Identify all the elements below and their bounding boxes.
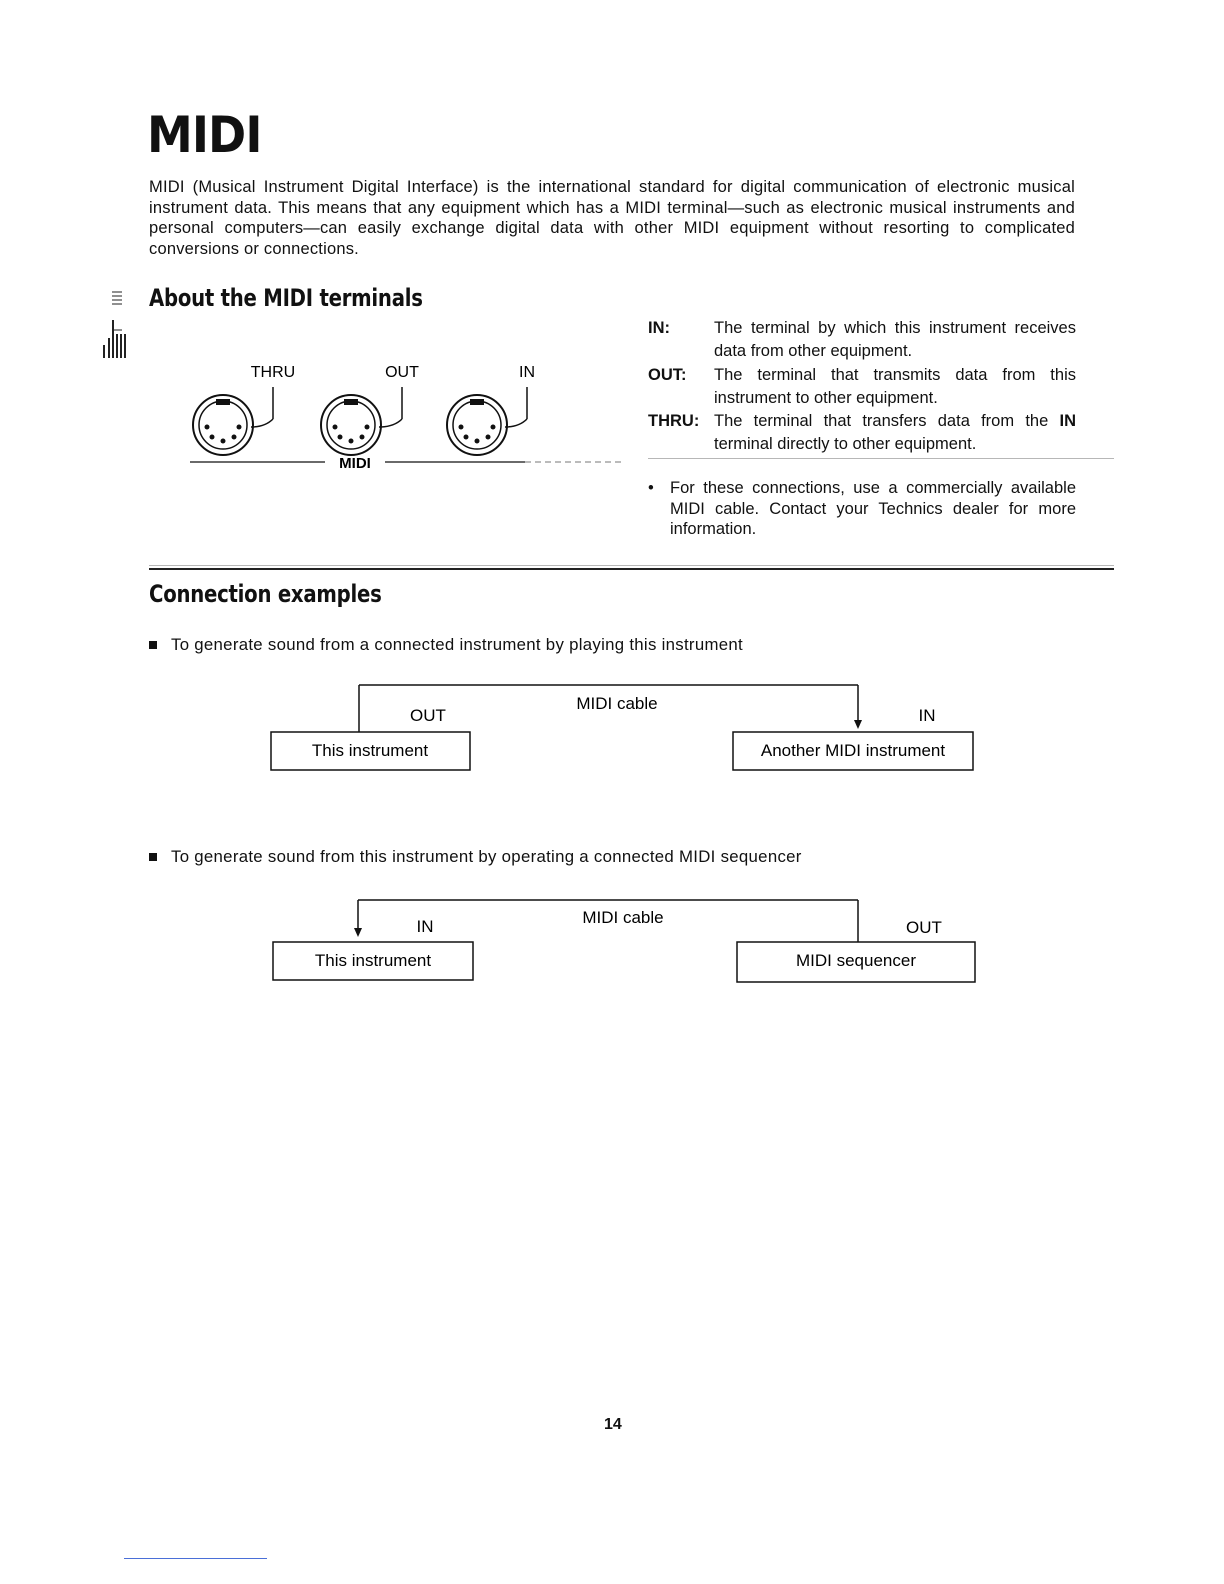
example-2-caption bbox=[149, 847, 802, 867]
cable-label: MIDI cable bbox=[576, 694, 658, 713]
term-thru bbox=[648, 410, 1076, 457]
note-text: For these connections, use a commercially available MIDI cable. Contact your Technics dealer for more information. bbox=[670, 479, 1076, 538]
arrow-down-icon bbox=[854, 720, 862, 729]
connection-diagram-1 bbox=[260, 675, 990, 785]
terminal-label-thru: THRU bbox=[250, 364, 296, 381]
terms-rule bbox=[648, 458, 1114, 459]
term-thru-desc-suffix: terminal directly to other equipment. bbox=[714, 435, 977, 454]
cable-label: MIDI cable bbox=[582, 908, 664, 927]
term-thru-desc bbox=[714, 410, 1076, 457]
section-divider bbox=[149, 568, 1114, 570]
term-out bbox=[648, 364, 1076, 411]
page-title: MIDI bbox=[147, 106, 262, 164]
midi-sequencer-label: MIDI sequencer bbox=[796, 951, 916, 970]
term-thru-desc-prefix: The terminal that transfers data from the bbox=[714, 412, 1060, 431]
example-2-caption-text: To generate sound from this instrument by operating a connected MIDI sequencer bbox=[171, 847, 802, 866]
term-in bbox=[648, 317, 1076, 364]
right-port-label: OUT bbox=[906, 918, 942, 937]
terminal-label-out: OUT bbox=[385, 364, 419, 381]
terminal-descriptions bbox=[648, 317, 1076, 457]
right-port-label: IN bbox=[918, 706, 936, 725]
left-port-label: IN bbox=[416, 917, 434, 936]
term-thru-desc-bold: IN bbox=[1059, 412, 1076, 431]
midi-connector-out-icon bbox=[321, 387, 402, 455]
section-heading-connection-examples: Connection examples bbox=[149, 580, 382, 608]
left-port-label: OUT bbox=[410, 706, 446, 725]
square-bullet-icon bbox=[149, 641, 157, 649]
term-in-desc: The terminal by which this instrument receives data from other equipment. bbox=[714, 319, 1076, 361]
term-out-desc: The terminal that transmits data from this instrument to other equipment. bbox=[714, 365, 1076, 407]
cable-note bbox=[648, 478, 1076, 540]
midi-connector-in-icon bbox=[447, 387, 527, 455]
note-bullet: • bbox=[648, 479, 654, 497]
term-in-key: IN: bbox=[648, 319, 670, 337]
midi-terminals-diagram bbox=[185, 355, 645, 475]
midi-connector-thru-icon bbox=[193, 387, 273, 455]
bottom-rule bbox=[124, 1558, 267, 1559]
example-1-caption bbox=[149, 635, 743, 655]
example-1-caption-text: To generate sound from a connected instrument by playing this instrument bbox=[171, 635, 743, 654]
connection-diagram-2 bbox=[260, 890, 990, 990]
term-out-key: OUT: bbox=[648, 365, 687, 384]
midi-group-label: MIDI bbox=[339, 455, 371, 472]
intro-paragraph: MIDI (Musical Instrument Digital Interface) is the international standard for digital communication of electronic musical instrument data. This means that any equipment which has a MIDI terminal—such as electronic musical instruments and personal computers—can easily exchange digital data with other MIDI equipment without resorting to complicated conversions or connections. bbox=[149, 178, 1075, 258]
arrow-down-icon bbox=[354, 928, 362, 937]
page-number: 14 bbox=[604, 1416, 622, 1433]
this-instrument-label: This instrument bbox=[311, 741, 429, 760]
margin-marks-decoration bbox=[100, 290, 130, 360]
square-bullet-icon bbox=[149, 853, 157, 861]
another-midi-instrument-label: Another MIDI instrument bbox=[760, 741, 946, 760]
this-instrument-label: This instrument bbox=[314, 951, 432, 970]
term-thru-key: THRU: bbox=[648, 412, 700, 431]
terminal-label-in: IN bbox=[519, 364, 535, 381]
section-heading-about-terminals: About the MIDI terminals bbox=[149, 284, 423, 312]
section-divider-shadow bbox=[149, 565, 1114, 566]
